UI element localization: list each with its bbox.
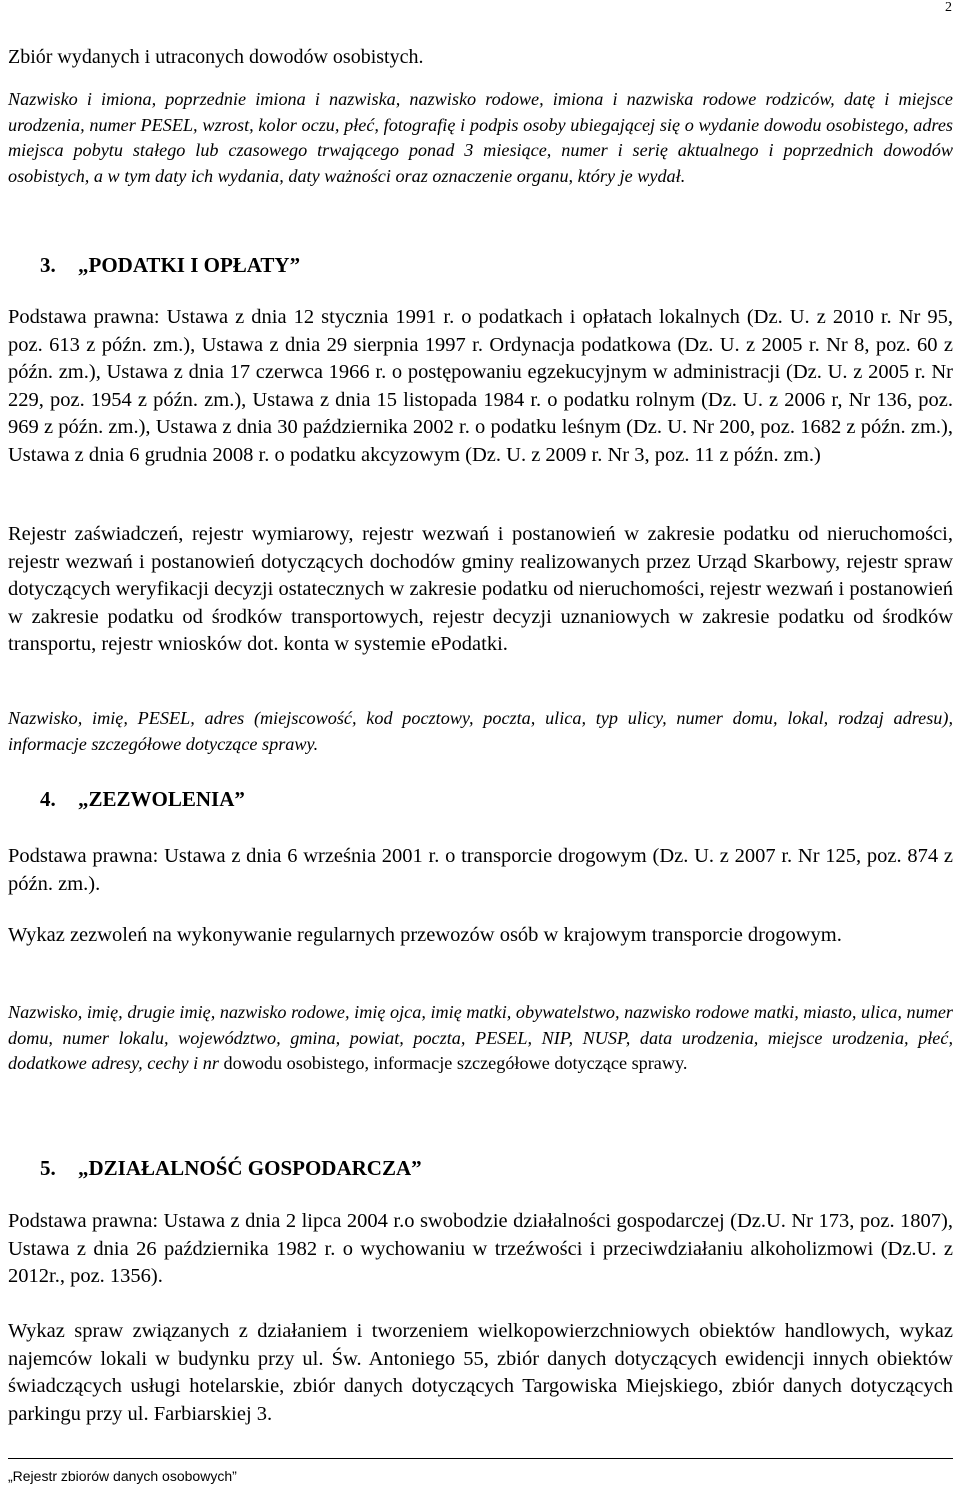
section-heading xyxy=(40,251,300,279)
section-title: „DZIAŁALNOŚĆ GOSPODARCZA” xyxy=(78,1156,422,1180)
legal-basis: Podstawa prawna: Ustawa z dnia 6 września 2001 r. o transporcie drogowym (Dz. U. z 2007 r. Nr 125, poz. 874 z późn. zm.). xyxy=(8,845,953,895)
section-heading xyxy=(40,785,245,813)
section-title: „ZEZWOLENIA” xyxy=(78,787,245,811)
section-description: Rejestr zaświadczeń, rejestr wymiarowy, rejestr wezwań i postanowień w zakresie podatku od nieruchomości, rejestr wezwań i postanowień dotyczących dochodów gminy realizowanych przez Urząd Skarbowy, rejestr spraw dotyczących weryfikacji decyzji ostatecznych w zakresie podatku od nieruchomości, rejestr wezwań i postanowień w zakresie podatku od środków transportowych, rejestr decyzji uznaniowych w zakresie podatku od środków transportu, rejestr wniosków dot. konta w systemie ePodatki. xyxy=(8,523,953,655)
section-number: 5. xyxy=(40,1156,56,1180)
data-fields-italic: Nazwisko, imię, drugie imię, nazwisko rodowe, imię ojca, imię matki, obywatelstwo, nazwisko rodowe matki, miasto, ulica, numer domu, numer lokalu, województwo, gmina, powiat, poczta, PESEL, NIP, NUSP, data urodzenia, miejsce urodzenia, płeć, dodatkowe adresy, cechy i nr xyxy=(8,1002,953,1073)
section-number: 3. xyxy=(40,253,56,277)
footer-title: „Rejestr zbiorów danych osobowych” xyxy=(8,1468,237,1484)
section-data-fields: Nazwisko, imię, PESEL, adres (miejscowość, kod pocztowy, poczta, ulica, typ ulicy, numer domu, lokal, rodzaj adresu), informacje szczegółowe dotyczące sprawy. xyxy=(8,708,953,754)
page-number: 2 xyxy=(945,0,952,15)
legal-basis: Podstawa prawna: Ustawa z dnia 12 stycznia 1991 r. o podatkach i opłatach lokalnych (Dz. U. z 2010 r. Nr 95, poz. 613 z późn. zm.), Ustawa z dnia 29 sierpnia 1997 r. Ordynacja podatkowa (Dz. U. z 2005 r. Nr 8, poz. 60 z późn. zm.), Ustawa z dnia 17 czerwca 1966 r. o postępowaniu egzekucyjnym w administracji (Dz. U. z 2005 r. Nr 229, poz. 1954 z późn. zm.), Ustawa z dnia 15 listopada 1984 r. o podatku rolnym (Dz. U. z 2006 r, Nr 136, poz. 969 z późn. zm.), Ustawa z dnia 30 października 2002 r. o podatku leśnym (Dz. U. Nr 200, poz. 1682 z późn. zm.), Ustawa z dnia 6 grudnia 2008 r. o podatku akcyzowym (Dz. U. z 2009 r. Nr 3, poz. 11 z późn. zm.) xyxy=(8,306,953,466)
dataset-data-fields: Nazwisko i imiona, poprzednie imiona i nazwiska, nazwisko rodowe, imiona i nazwiska rodowe rodziców, datę i miejsce urodzenia, numer PESEL, wzrost, kolor oczu, płeć, fotografię i podpis osoby ubiegającej się o wydanie dowodu osobistego, adres miejsca pobytu stałego lub czasowego trwającego ponad 3 miesiące, numer i serię aktualnego i poprzednich dowodów osobistych, a w tym daty ich wydania, daty ważności oraz oznaczenie organu, który je wydał. xyxy=(8,89,953,186)
section-title: „PODATKI I OPŁATY” xyxy=(78,253,301,277)
legal-basis: Podstawa prawna: Ustawa z dnia 2 lipca 2004 r.o swobodzie działalności gospodarczej (Dz.U. Nr 173, poz. 1807), Ustawa z dnia 26 października 1982 r. o wychowaniu w trzeźwości i przeciwdziałaniu alkoholizmowi (Dz.U. z 2012r., poz. 1356). xyxy=(8,1210,953,1287)
dataset-label: Zbiór wydanych i utraconych dowodów osobistych. xyxy=(8,46,424,68)
section-heading xyxy=(40,1154,422,1182)
data-fields-plain: dowodu osobistego, informacje szczegółowe dotyczące sprawy. xyxy=(218,1053,688,1073)
section-description: Wykaz zezwoleń na wykonywanie regularnych przewozów osób w krajowym transporcie drogowym. xyxy=(8,924,842,946)
section-number: 4. xyxy=(40,787,56,811)
footer-divider xyxy=(8,1458,953,1459)
section-data-fields xyxy=(8,1000,953,1077)
section-description: Wykaz spraw związanych z działaniem i tworzeniem wielkopowierzchniowych obiektów handlowych, wykaz najemców lokali w budynku przy ul. Św. Antoniego 55, zbiór danych dotyczących ewidencji innych obiektów świadczących usługi hotelarskie, zbiór danych dotyczących Targowiska Miejskiego, zbiór danych dotyczących parkingu przy ul. Farbiarskiej 3. xyxy=(8,1320,953,1425)
